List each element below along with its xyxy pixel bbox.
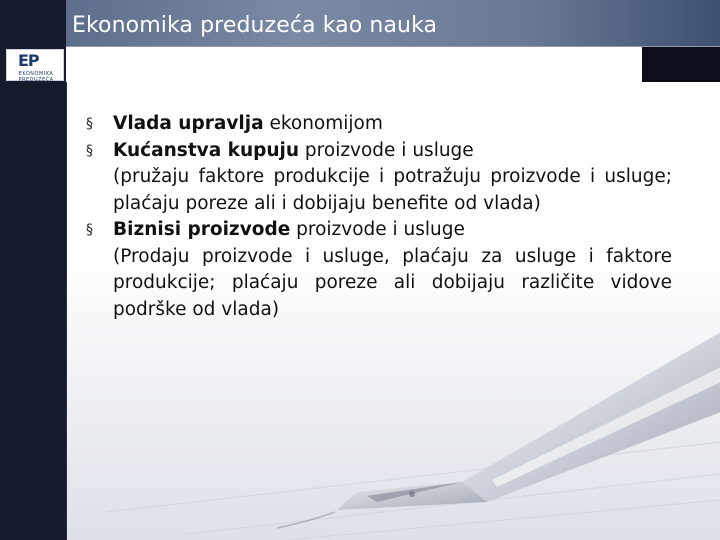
bullet-detail: (Prodaju proizvode i usluge, plaćaju za usluge i faktore produkcije; plaćaju poreze ali dobijaju različite vidove podrške od vlada) [113,245,672,320]
bullet-list [86,111,672,323]
bullet-bold-text: Kućanstva kupuju [113,139,300,161]
bullet-item [86,111,672,138]
bullet-text: ekonomijom [263,113,383,134]
bullet-bold-text: Vlada upravlja [113,113,264,134]
logo [6,49,64,81]
bullet-text: proizvode i usluge [290,219,465,240]
bullet-marker-icon: § [86,222,93,238]
slide-title: Ekonomika preduzeća kao nauka [72,13,438,38]
bullet-marker-icon: § [86,142,93,159]
bullet-detail: (pružaju faktore produkcije i potražuju proizvode i usluge; plaćaju poreze ali i dobijaju benefite od vlada) [113,166,672,214]
bullet-bold-text: Biznisi proizvode [113,219,291,240]
header-strip-dark-end [642,47,720,82]
bullet-item [86,138,672,165]
logo-letters: EP [18,51,39,70]
logo-subtitle: EKONOMIKA PREDUZEĆA [18,71,54,83]
bullet-marker-icon: § [86,116,93,132]
bullet-text: proizvode i usluge [299,139,474,161]
header-strip [66,47,720,82]
bullet-item [86,217,672,244]
